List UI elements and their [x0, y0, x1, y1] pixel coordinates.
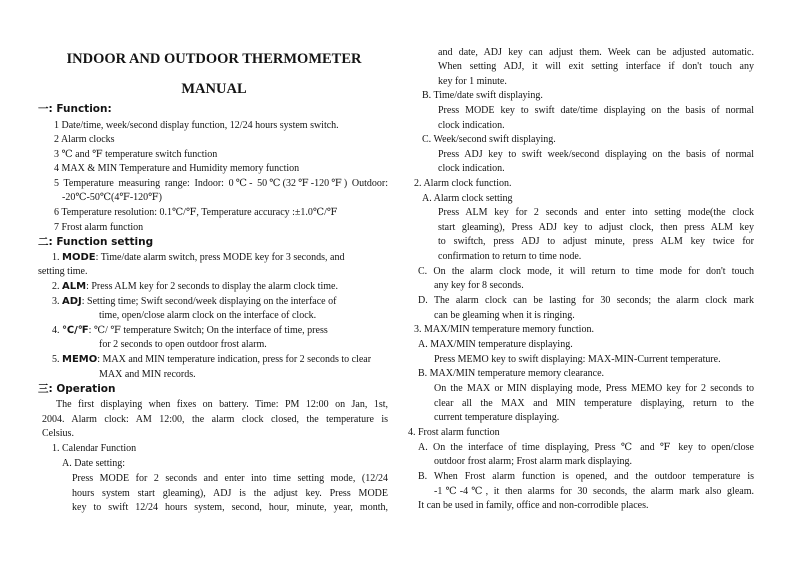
- key-temp-unit: ℃/℉: [62, 325, 89, 336]
- function-item: 1 Date/time, week/second display function, 12/24 hours system switch.: [54, 120, 339, 131]
- operation-line: The first displaying when fixes on battery. Time: PM 12:00 on Jan, 1st,: [56, 399, 388, 410]
- text-line: B. Time/date swift displaying.: [422, 90, 543, 101]
- operation-heading: 三: Operation: [38, 383, 116, 395]
- key-mode: MODE: [62, 252, 96, 263]
- text-line: A. MAX/MIN temperature displaying.: [418, 339, 573, 350]
- function-item: 2 Alarm clocks: [54, 134, 115, 145]
- text-line: current temperature displaying.: [434, 412, 560, 423]
- text-line: any key for 8 seconds.: [434, 280, 524, 291]
- item-text: : Setting time; Swift second/week displaying on the interface of: [81, 296, 337, 307]
- function-item: -20℃-50℃(4℉-120℉): [62, 192, 162, 203]
- text-line: A. On the interface of time displaying, Press ℃ and ℉ key to open/close: [418, 442, 754, 453]
- item-text: : ℃/ ℉ temperature Switch; On the interface of time, press: [88, 325, 328, 336]
- item-text: : Time/date alarm switch, press MODE key for 3 seconds, and: [95, 252, 345, 263]
- setting-heading: 二: Function setting: [38, 236, 154, 248]
- item-number: 4.: [52, 325, 60, 336]
- document-title: INDOOR AND OUTDOOR THERMOMETER: [66, 51, 362, 67]
- text-line: 2. Alarm clock function.: [414, 178, 512, 189]
- text-line: outdoor frost alarm; Frost alarm mark displaying.: [434, 456, 633, 467]
- text-line: to swiftch, press ADJ to adjust minute, press ALM key twice for: [438, 236, 754, 247]
- text-line: It can be used in family, office and non-corrodible places.: [418, 500, 649, 511]
- setting-item-memo: [52, 354, 371, 366]
- text-line: and date, ADJ key can adjust them. Week can be adjusted automatic.: [438, 47, 754, 58]
- setting-item-adj: [52, 296, 336, 308]
- text-line: Press ALM key for 2 seconds and enter into setting mode(the clock: [438, 207, 754, 218]
- setting-item-mode: [52, 252, 344, 264]
- function-item: 5 Temperature measuring range: Indoor: 0℃- 50℃(32℉-120℉) Outdoor:: [54, 178, 388, 189]
- item-number: 1.: [52, 252, 60, 263]
- text-line: When setting ADJ, it will exit setting interface if don't touch any: [438, 61, 754, 72]
- setting-item-continuation: time, open/close alarm clock on the interface of clock.: [99, 310, 317, 321]
- operation-line: Celsius.: [42, 428, 74, 439]
- operation-line: Press MODE for 2 seconds and enter into time setting mode, (12/24: [72, 473, 388, 484]
- text-line: C. On the alarm clock mode, it will return to time mode for don't touch: [418, 266, 754, 277]
- key-alm: ALM: [62, 281, 87, 292]
- text-line: C. Week/second swift displaying.: [422, 134, 556, 145]
- operation-line: hours system start gleaming), ADJ is the adjust key. Press MODE: [72, 488, 388, 499]
- operation-line: key to swift 12/24 hours system, second, hour, minute, year, month,: [72, 502, 388, 513]
- item-number: 5.: [52, 354, 60, 365]
- function-item: 4 MAX & MIN Temperature and Humidity memory function: [54, 163, 300, 174]
- function-item: 3 ℃ and ℉ temperature switch function: [54, 149, 218, 160]
- item-text: : Press ALM key for 2 seconds to display the alarm clock time.: [86, 281, 338, 292]
- text-line: Press MEMO key to swift displaying: MAX-MIN-Current temperature.: [434, 354, 721, 365]
- key-adj: ADJ: [62, 296, 82, 307]
- text-line: confirmation to return to time node.: [438, 251, 582, 262]
- setting-item-temp-unit: [52, 325, 328, 337]
- operation-line: 2004. Alarm clock: AM 12:00, the alarm clock closed, the temperature is: [42, 414, 388, 425]
- item-number: 3.: [52, 296, 60, 307]
- text-line: 3. MAX/MIN temperature memory function.: [414, 324, 594, 335]
- text-line: clock indication.: [438, 120, 505, 131]
- function-item: 7 Frost alarm function: [54, 222, 144, 233]
- text-line: Press ADJ key to swift week/second displaying on the basis of normal: [438, 149, 754, 160]
- text-line: Press MODE key to swift date/time displaying on the basis of normal: [438, 105, 754, 116]
- text-line: key for 1 minute.: [438, 76, 507, 87]
- item-text: : MAX and MIN temperature indication, press for 2 seconds to clear: [97, 354, 372, 365]
- text-line: B. When Frost alarm function is opened, and the outdoor temperature is: [418, 471, 754, 482]
- operation-line: 1. Calendar Function: [52, 443, 137, 454]
- text-line: clear all the MAX and MIN temperature displaying, return to the: [434, 398, 754, 409]
- text-line: D. The alarm clock can be lasting for 30 seconds; the alarm clock mark: [418, 295, 754, 306]
- text-line: B. MAX/MIN temperature memory clearance.: [418, 368, 605, 379]
- setting-item-alm: [52, 281, 338, 293]
- function-item: 6 Temperature resolution: 0.1℃/℉, Temperature accuracy :±1.0℃/℉: [54, 207, 338, 218]
- text-line: -1℃-4℃, it then alarms for 30 seconds, the alarm mark also gleam.: [434, 486, 754, 497]
- text-line: 4. Frost alarm function: [408, 427, 500, 438]
- function-heading: 一: Function:: [38, 103, 112, 115]
- text-line: A. Alarm clock setting: [422, 193, 513, 204]
- text-line: clock indication.: [438, 163, 505, 174]
- item-number: 2.: [52, 281, 60, 292]
- setting-item-continuation: MAX and MIN records.: [99, 369, 196, 380]
- document-subtitle: MANUAL: [181, 81, 247, 97]
- text-line: On the MAX or MIN displaying mode, Press MEMO key for 2 seconds to: [434, 383, 754, 394]
- text-line: can be gleaming when it is ringing.: [434, 310, 575, 321]
- operation-line: A. Date setting:: [62, 458, 126, 469]
- setting-item-continuation: for 2 seconds to open outdoor frost alarm.: [99, 339, 267, 350]
- setting-item-continuation: setting time.: [38, 266, 88, 277]
- key-memo: MEMO: [62, 354, 98, 365]
- text-line: start gleaming), Press ADJ key to adjust clock, then press ALM key: [438, 222, 754, 233]
